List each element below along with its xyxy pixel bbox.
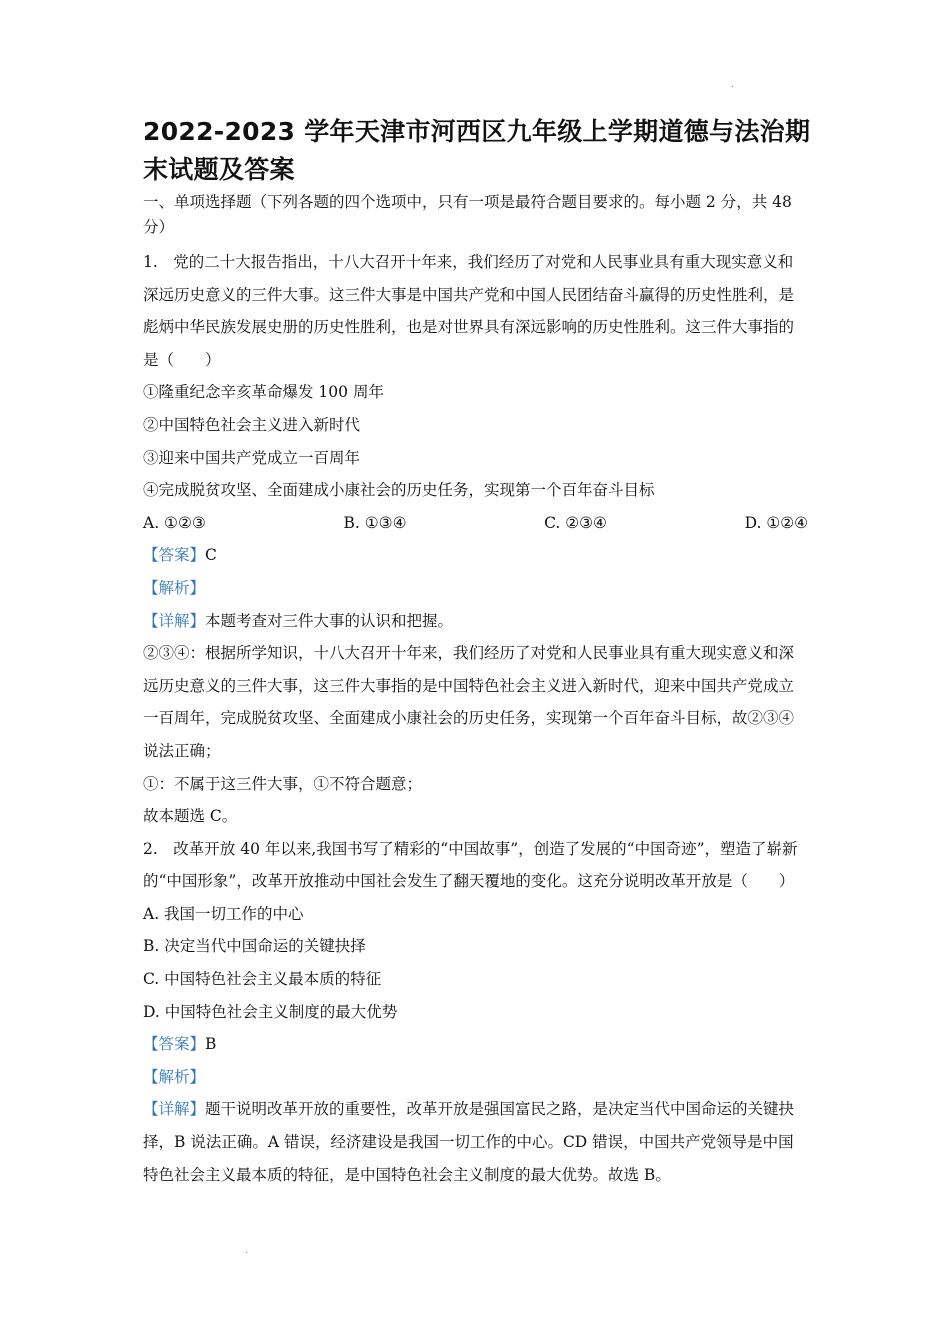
statement-item: ①隆重纪念辛亥革命爆发 100 周年 — [143, 383, 384, 402]
document-title: 2022-2023 学年天津市河西区九年级上学期道德与法治期末试题及答案 — [143, 117, 811, 184]
option-d: D. ①②④ — [744, 513, 809, 532]
answer-tag: 【答案】 — [143, 1035, 206, 1054]
answer-line — [143, 539, 808, 572]
option-c: C. 中国特色社会主义最本质的特征 — [143, 970, 382, 989]
document-body — [143, 190, 808, 1191]
question-2 — [143, 833, 808, 1192]
option-b: B. ①③④ — [343, 513, 407, 532]
analysis-tag: 【解析】 — [143, 1067, 206, 1086]
analysis-line — [143, 572, 808, 605]
detail-tag: 【详解】 — [143, 1100, 206, 1119]
option-d: D. 中国特色社会主义制度的最大优势 — [143, 1002, 398, 1021]
statement-item: ②中国特色社会主义进入新时代 — [143, 415, 361, 434]
option-row — [143, 507, 808, 540]
detail-text: 题干说明改革开放的重要性，改革开放是强国富民之路，是决定当代中国命运的关键抉择，B 说法正确。A 错误，经济建设是我国一切工作的中心。CD 错误，中国共产党领导是中国特色社会主义最本质的特征，是中国特色社会主义制度的最大优势。故选 B。 — [143, 1100, 795, 1184]
footer-dot: · — [245, 1248, 249, 1259]
answer-line — [143, 1028, 808, 1061]
analysis-tag: 【解析】 — [143, 578, 206, 597]
section-heading: 一、单项选择题（下列各题的四个选项中，只有一项是最符合题目要求的。每小题 2 分，共 48 分） — [143, 193, 792, 236]
answer-value: B — [205, 1035, 217, 1054]
detail-text: 本题考查对三件大事的认识和把握。 — [205, 611, 454, 630]
option-a: A. ①②③ — [143, 513, 206, 532]
statement-item: ④完成脱贫攻坚、全面建成小康社会的历史任务，实现第一个百年奋斗目标 — [143, 481, 655, 500]
detail-line — [143, 605, 808, 638]
detail-tag: 【详解】 — [143, 611, 206, 630]
explanation: ②③④：根据所学知识，十八大召开十年来，我们经历了对党和人民事业具有重大现实意义和深远历史意义的三件大事，这三件大事指的是中国特色社会主义进入新时代，迎来中国共产党成立一百周年，完成脱贫攻坚、全面建成小康社会的历史任务，实现第一个百年奋斗目标，故②③④说法正确； — [143, 644, 795, 760]
detail-line — [143, 1093, 808, 1191]
analysis-line — [143, 1061, 808, 1094]
explanation: 故本题选 C。 — [143, 807, 238, 826]
header-dot: · — [731, 82, 735, 93]
statement-item: ③迎来中国共产党成立一百周年 — [143, 448, 361, 467]
question-1 — [143, 246, 808, 833]
answer-tag: 【答案】 — [143, 546, 206, 565]
explanation: ①：不属于这三件大事，①不符合题意； — [143, 774, 423, 793]
option-c: C. ②③④ — [544, 513, 607, 532]
option-b: B. 决定当代中国命运的关键抉择 — [143, 937, 366, 956]
question-stem: 1. 党的二十大报告指出，十八大召开十年来，我们经历了对党和人民事业具有重大现实意义和深远历史意义的三件大事。这三件大事是中国共产党和中国人民团结奋斗赢得的历史性胜利，是彪炳中华民族发展史册的历史性胜利，也是对世界具有深远影响的历史性胜利。这三件大事指的是（ ） — [143, 253, 795, 369]
question-stem: 2. 改革开放 40 年以来,我国书写了精彩的“中国故事”，创造了发展的“中国奇迹”，塑造了崭新的“中国形象”，改革开放推动中国社会发生了翻天覆地的变化。这充分说明改革开放是（ ） — [143, 839, 798, 891]
option-a: A. 我国一切工作的中心 — [143, 904, 304, 923]
answer-value: C — [205, 546, 217, 565]
